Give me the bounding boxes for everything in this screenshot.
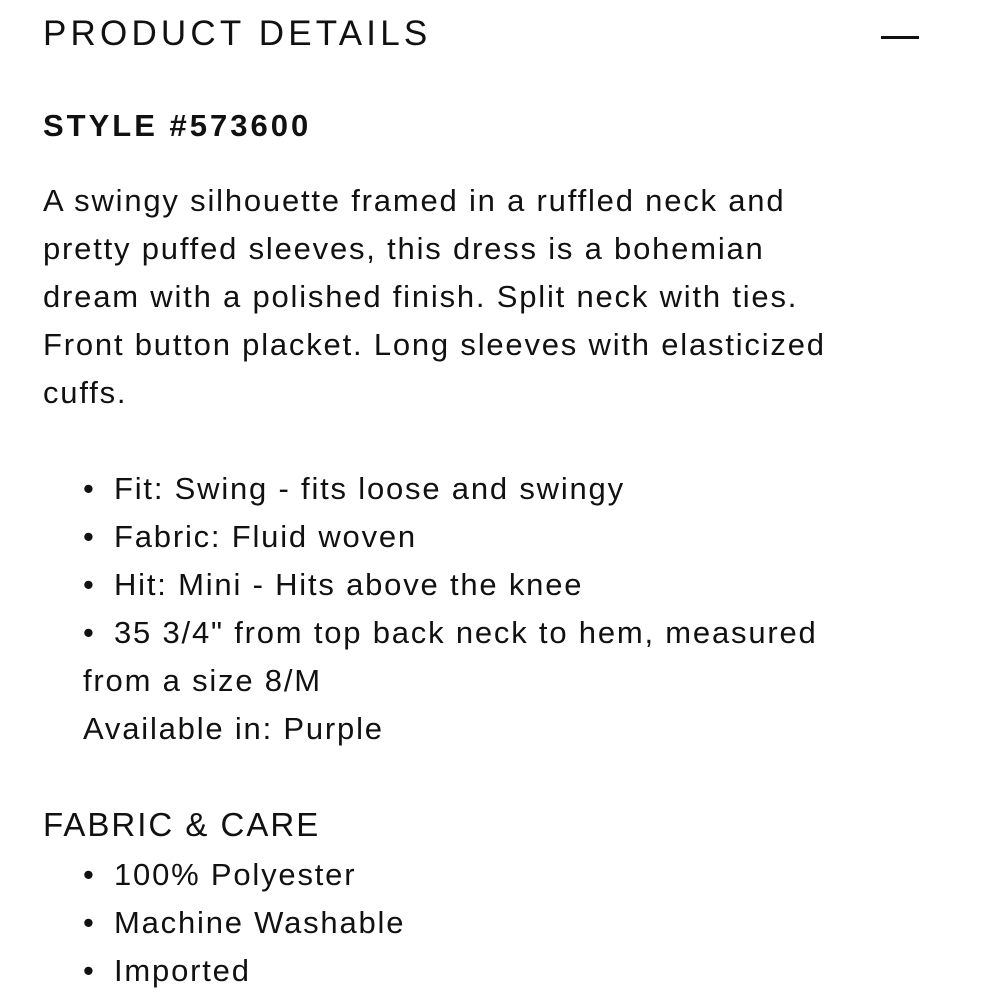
description-line: cuffs. bbox=[43, 375, 128, 410]
section-title: PRODUCT DETAILS bbox=[43, 14, 432, 53]
list-item-text: Machine Washable bbox=[114, 905, 406, 940]
list-item bbox=[83, 947, 943, 995]
bullet-icon: • bbox=[83, 567, 96, 602]
list-item-text: Imported bbox=[114, 953, 251, 988]
bullet-icon: • bbox=[83, 905, 96, 940]
list-item bbox=[83, 561, 943, 609]
description-line: pretty puffed sleeves, this dress is a bohemian bbox=[43, 231, 765, 266]
list-item-text: 100% Polyester bbox=[114, 857, 357, 892]
description-line: dream with a polished finish. Split neck with ties. bbox=[43, 279, 799, 314]
product-description bbox=[43, 177, 943, 417]
list-item bbox=[83, 609, 943, 657]
fabric-care-title: FABRIC & CARE bbox=[43, 806, 321, 843]
bullet-icon: • bbox=[83, 953, 96, 988]
availability-text: Available in: Purple bbox=[83, 711, 384, 746]
list-item bbox=[83, 465, 943, 513]
bullet-icon: • bbox=[83, 857, 96, 892]
list-item bbox=[83, 899, 943, 947]
description-line: Front button placket. Long sleeves with elasticized bbox=[43, 327, 826, 362]
bullet-icon: • bbox=[83, 471, 96, 506]
list-item-text: Hit: Mini - Hits above the knee bbox=[114, 567, 584, 602]
product-details-header[interactable] bbox=[43, 14, 923, 58]
list-item bbox=[83, 851, 943, 899]
bullet-icon: • bbox=[83, 519, 96, 554]
list-item-text: 35 3/4" from top back neck to hem, measured bbox=[114, 615, 818, 650]
list-item-text: Fabric: Fluid woven bbox=[114, 519, 417, 554]
minus-icon[interactable] bbox=[881, 36, 919, 39]
style-number: STYLE #573600 bbox=[43, 108, 312, 143]
description-line: A swingy silhouette framed in a ruffled neck and bbox=[43, 183, 786, 218]
bullet-icon: • bbox=[83, 615, 96, 650]
list-item bbox=[83, 513, 943, 561]
list-item-continuation: from a size 8/M bbox=[83, 663, 322, 698]
fabric-care-list bbox=[83, 851, 943, 995]
details-list bbox=[83, 465, 943, 753]
list-item-text: Fit: Swing - fits loose and swingy bbox=[114, 471, 625, 506]
